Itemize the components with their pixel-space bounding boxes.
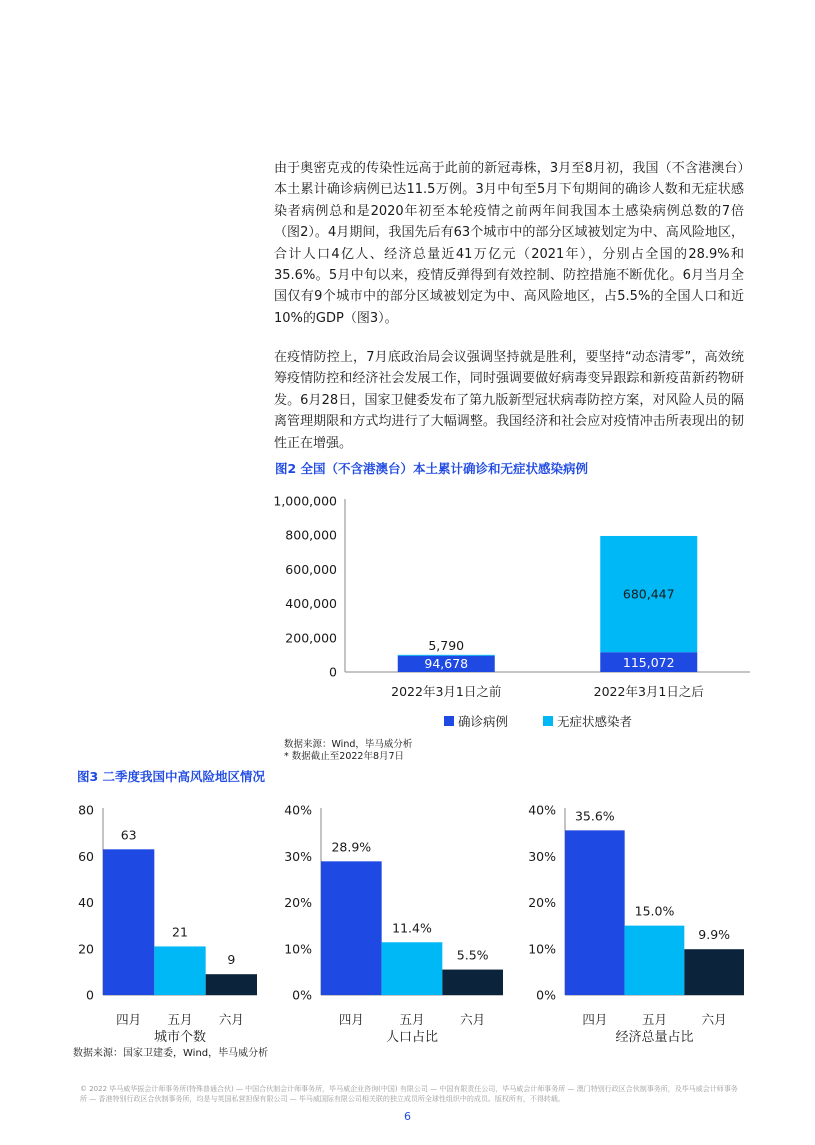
- y-tick-label: 20: [78, 941, 94, 957]
- bar: [154, 946, 205, 995]
- page-number: 6: [404, 1110, 411, 1123]
- data-label-confirmed: 94,678: [424, 656, 469, 671]
- body-paragraph-1: 由于奥密克戎的传染性远高于此前的新冠毒株，3月至8月初，我国（不含港澳台）本土累计确诊病例已达11.5万例。3月中旬至5月下旬期间的确诊人数和无症状感染者病例总和是2020年初至本轮疫情之前两年间我国本土感染病例总数的7倍（图2）。4月期间，我国先后有63个城市中的部分区域被划定为中、高风险地区，合计人口4亿人、经济总量近41万亿元（2021年），分别占全国的28.9%和35.6%。5月中旬以来，疫情反弹得到有效控制、防控措施不断优化。6月当月全国仅有9个城市中的部分区域被划定为中、高风险地区，占5.5%的全国人口和近10%的GDP（图3）。: [274, 161, 744, 326]
- x-axis-title: 人口占比: [385, 1030, 439, 1045]
- y-tick-label: 600,000: [285, 561, 337, 577]
- figure-2-note: * 数据截止至2022年8月7日: [284, 751, 405, 762]
- figure-2-source: 数据来源：Wind，毕马威分析: [284, 739, 413, 750]
- bar: [625, 926, 685, 995]
- footer-copyright: © 2022 毕马威华振会计师事务所(特殊普通合伙) — 中国合伙制会计师事务所，毕马威企业咨询(中国) 有限公司 — 中国有限责任公司，毕马威会计师事务所 — 澳门特别行政区合伙制事务所，及毕马威会计师事务所 — 香港特别行政区合伙制事务所，均是与英国私营担保有限公司 — 毕马威国际有限公司相关联的独立成员所全球性组织中的成员。版权所有，不得转载。: [80, 1085, 738, 1103]
- figure-3-title: 图3 二季度我国中高风险地区情况: [77, 769, 266, 784]
- y-tick-label: 40%: [528, 802, 556, 818]
- y-tick-label: 20%: [284, 895, 312, 910]
- figure-2-title: 图2 全国（不含港澳台）本土累计确诊和无症状感染病例: [275, 461, 589, 476]
- x-category-label: 五月: [399, 1012, 425, 1027]
- data-label: 9: [227, 952, 236, 968]
- data-label: 28.9%: [331, 839, 372, 855]
- y-tick-label: 60: [78, 848, 94, 864]
- x-axis-title: 经济总量占比: [615, 1030, 694, 1045]
- y-tick-label: 20%: [528, 895, 556, 910]
- data-label-confirmed: 115,072: [622, 655, 675, 671]
- y-tick-label: 40: [78, 895, 94, 910]
- y-tick-label: 0: [329, 664, 337, 680]
- x-category-label: 2022年3月1日之前: [391, 684, 502, 699]
- bar: [103, 849, 154, 995]
- data-label: 63: [120, 827, 137, 843]
- y-tick-label: 200,000: [285, 630, 337, 646]
- bar: [684, 949, 744, 995]
- x-category-label: 四月: [582, 1012, 608, 1027]
- x-category-label: 五月: [167, 1012, 193, 1027]
- x-category-label: 2022年3月1日之后: [593, 684, 704, 699]
- data-label: 15.0%: [634, 903, 675, 919]
- data-label-asymptomatic: 5,790: [428, 637, 465, 653]
- figure-3-source: 数据来源：国家卫建委，Wind，毕马威分析: [73, 1048, 269, 1059]
- y-tick-label: 10%: [284, 941, 312, 957]
- data-label: 5.5%: [456, 947, 489, 963]
- data-label: 21: [172, 924, 188, 940]
- y-tick-label: 400,000: [285, 596, 337, 612]
- bar: [442, 970, 503, 995]
- bar: [565, 830, 625, 995]
- y-tick-label: 1,000,000: [273, 493, 337, 509]
- y-tick-label: 0: [86, 987, 94, 1003]
- bar: [382, 942, 443, 995]
- legend-label: 无症状感染者: [557, 714, 633, 729]
- x-category-label: 六月: [701, 1012, 727, 1027]
- bar: [206, 974, 257, 995]
- y-tick-label: 0%: [292, 987, 312, 1003]
- data-label-asymptomatic: 680,447: [622, 586, 675, 602]
- y-tick-label: 30%: [284, 848, 312, 864]
- x-category-label: 四月: [338, 1012, 364, 1027]
- x-category-label: 六月: [460, 1012, 486, 1027]
- data-label: 11.4%: [392, 920, 432, 936]
- body-paragraph-2: 在疫情防控上，7月底政治局会议强调坚持就是胜利，要坚持“动态清零”，高效统筹疫情防控和经济社会发展工作，同时强调要做好病毒变异跟踪和新疫苗新药物研发。6月28日，国家卫健委发布了第九版新型冠状病毒防控方案，对风险人员的隔离管理期限和方式均进行了大幅调整。我国经济和社会应对疫情冲击所表现出的韧性正在增强。: [274, 350, 744, 451]
- bar: [321, 861, 382, 995]
- data-label: 35.6%: [574, 808, 615, 824]
- x-category-label: 五月: [641, 1012, 668, 1027]
- y-tick-label: 800,000: [285, 527, 337, 543]
- y-tick-label: 10%: [528, 941, 556, 957]
- legend-label: 确诊病例: [458, 714, 509, 729]
- x-category-label: 六月: [218, 1012, 244, 1027]
- y-tick-label: 30%: [528, 848, 556, 864]
- x-category-label: 四月: [116, 1012, 142, 1027]
- x-axis-title: 城市个数: [153, 1030, 207, 1045]
- data-label: 9.9%: [698, 927, 731, 943]
- y-tick-label: 80: [78, 802, 94, 818]
- y-tick-label: 0%: [536, 987, 556, 1003]
- y-tick-label: 40%: [284, 802, 312, 818]
